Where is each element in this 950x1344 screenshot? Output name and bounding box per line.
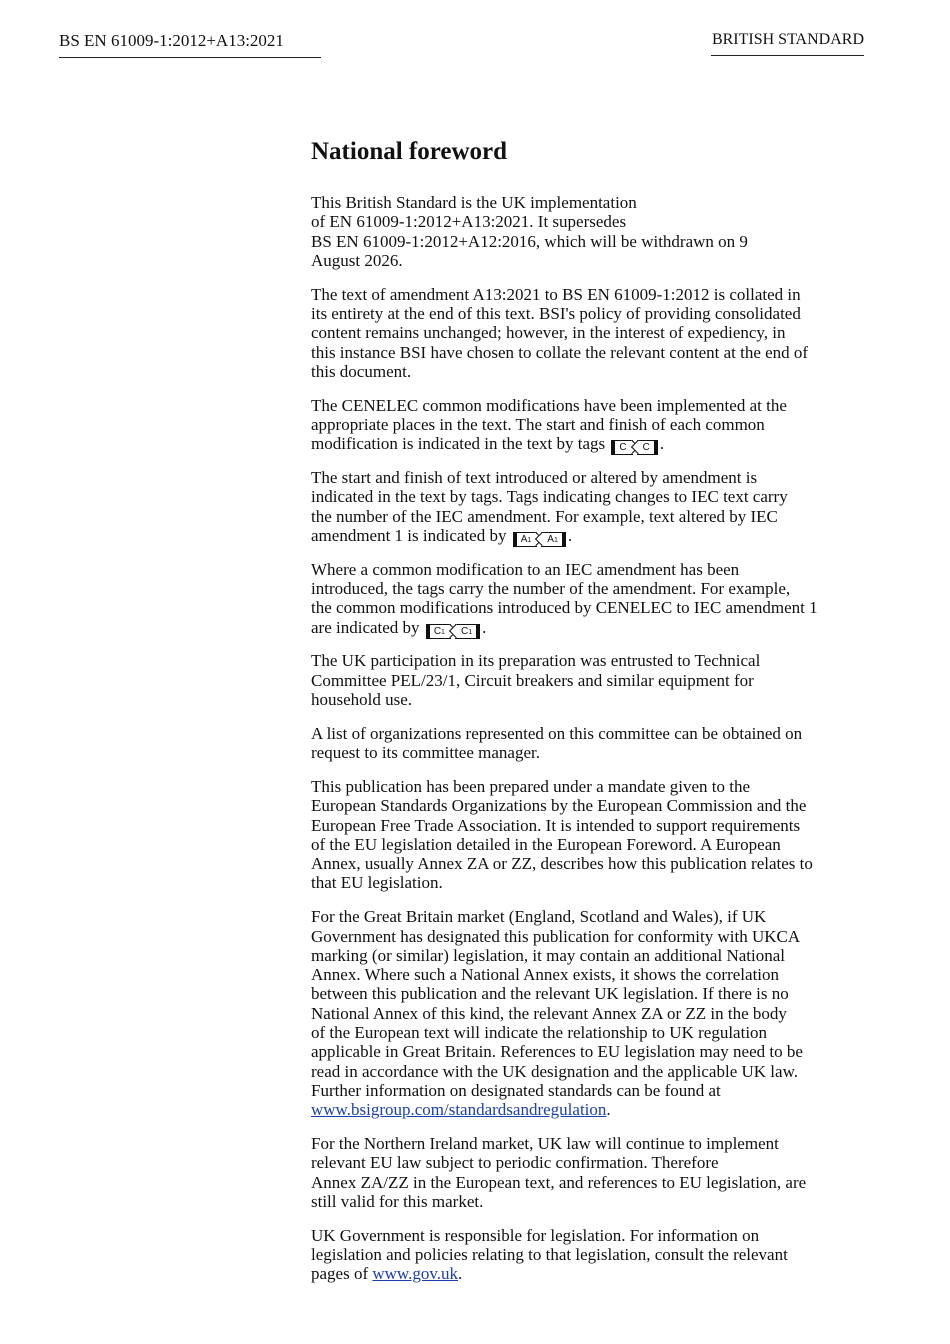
text-line: Where a common modification to an IEC amendment has been <box>311 559 740 579</box>
paragraph <box>311 1134 871 1211</box>
text-line: content remains unchanged; however, in the interest of expediency, in <box>311 323 786 343</box>
text-line: Committee PEL/23/1, Circuit breakers and similar equipment for <box>311 670 754 690</box>
text-line: applicable in Great Britain. References to EU legislation may need to be <box>311 1042 803 1062</box>
line-text: are indicated by <box>311 617 424 637</box>
page-title: National foreword <box>311 138 508 165</box>
text-line: request to its committee manager. <box>311 743 540 763</box>
text-line: This British Standard is the UK implementation <box>311 193 637 212</box>
amendment-tag-start-icon <box>611 440 632 455</box>
line-text: modification is indicated in the text by tags <box>311 434 610 454</box>
document-id: BS EN 61009-1:2012+A13:2021 <box>59 31 321 58</box>
text-line: Annex, usually Annex ZA or ZZ, describes how this publication relates to <box>311 854 813 874</box>
text-line: Further information on designated standards can be found at <box>311 1080 721 1100</box>
text-line <box>311 434 871 453</box>
text-line: the number of the IEC amendment. For example, text altered by IEC <box>311 506 778 526</box>
text-line: the common modifications introduced by CENELEC to IEC amendment 1 <box>311 598 818 618</box>
text-line: Annex ZA/ZZ in the European text, and references to EU legislation, are <box>311 1172 807 1192</box>
text-line <box>311 1100 871 1119</box>
text-line: this document. <box>311 361 412 381</box>
text-line: of the European text will indicate the relationship to UK regulation <box>311 1022 768 1042</box>
line-suffix: . <box>567 525 573 545</box>
text-line: Government has designated this publication for conformity with UKCA <box>311 926 801 946</box>
paragraph <box>311 468 871 545</box>
text-line: European Standards Organizations by the European Commission and the <box>311 796 807 816</box>
text-line: still valid for this market. <box>311 1191 484 1211</box>
tag-letter: C <box>460 625 469 637</box>
text-line: between this publication and the relevant UK legislation. If there is no <box>311 984 789 1004</box>
paragraph <box>311 285 871 381</box>
foreword-body <box>311 193 871 1298</box>
text-line: indicated in the text by tags. Tags indicating changes to IEC text carry <box>311 487 788 507</box>
tag-letter: A <box>520 533 528 545</box>
text-line: appropriate places in the text. The start and finish of each common <box>311 414 765 434</box>
document-category: BRITISH STANDARD <box>711 31 864 56</box>
hyperlink[interactable]: www.bsigroup.com/standardsandregulation <box>311 1100 607 1120</box>
tag-number: 1 <box>468 628 473 636</box>
line-text: pages of <box>311 1264 373 1284</box>
text-line: BS EN 61009-1:2012+A12:2016, which will be withdrawn on 9 <box>311 231 748 251</box>
text-line: household use. <box>311 690 413 710</box>
text-line <box>311 1264 871 1283</box>
text-line: Annex. Where such a National Annex exists, it shows the correlation <box>311 965 780 985</box>
text-line: European Free Trade Association. It is intended to support requirements <box>311 815 801 835</box>
text-line: of EN 61009-1:2012+A13:2021. It supersedes <box>311 212 627 232</box>
amendment-tag-start-icon <box>426 624 451 639</box>
paragraph <box>311 560 871 637</box>
tag-number: 1 <box>441 628 445 636</box>
text-line: The text of amendment A13:2021 to BS EN 61009-1:2012 is collated in <box>311 284 801 304</box>
text-line: The start and finish of text introduced or altered by amendment is <box>311 468 758 488</box>
text-line <box>311 526 871 545</box>
text-line: legislation and policies relating to that legislation, consult the relevant <box>311 1244 788 1264</box>
text-line: For the Northern Ireland market, UK law will continue to implement <box>311 1133 779 1153</box>
amendment-tag-end-icon <box>541 532 566 547</box>
line-suffix: . <box>482 617 487 637</box>
line-text: amendment 1 is indicated by <box>311 525 511 545</box>
amendment-tag-end-icon <box>637 440 658 455</box>
paragraph <box>311 193 871 270</box>
text-line: relevant EU law subject to periodic confirmation. Therefore <box>311 1153 719 1173</box>
text-line: This publication has been prepared under a mandate given to the <box>311 776 751 796</box>
tag-letter: C <box>642 442 650 454</box>
paragraph <box>311 724 871 763</box>
amendment-tag-end-icon <box>455 624 480 639</box>
text-line: The UK participation in its preparation was entrusted to Technical <box>311 651 761 671</box>
text-line: introduced, the tags carry the number of the amendment. For example, <box>311 579 791 599</box>
text-line: UK Government is responsible for legislation. For information on <box>311 1225 760 1245</box>
text-line: its entirety at the end of this text. BSI's policy of providing consolidated <box>311 303 801 323</box>
paragraph <box>311 651 871 709</box>
line-suffix: . <box>606 1100 611 1120</box>
text-line: National Annex of this kind, the relevant Annex ZA or ZZ in the body <box>311 1003 787 1023</box>
paragraph <box>311 396 871 454</box>
tag-number: 1 <box>553 536 558 544</box>
amendment-tag-start-icon <box>513 532 538 547</box>
tag-letter: C <box>433 625 442 637</box>
line-suffix: . <box>659 434 665 454</box>
text-line: A list of organizations represented on this committee can be obtained on <box>311 723 803 743</box>
text-line: read in accordance with the UK designation and the applicable UK law. <box>311 1061 798 1081</box>
paragraph <box>311 777 871 893</box>
text-line: August 2026. <box>311 250 403 270</box>
text-line: For the Great Britain market (England, Scotland and Wales), if UK <box>311 907 767 927</box>
hyperlink[interactable]: www.gov.uk <box>372 1264 458 1284</box>
paragraph <box>311 1226 871 1284</box>
text-line: of the EU legislation detailed in the European Foreword. A European <box>311 834 781 854</box>
line-suffix: . <box>458 1264 463 1284</box>
text-line: that EU legislation. <box>311 873 443 893</box>
paragraph <box>311 907 871 1119</box>
text-line: The CENELEC common modifications have been implemented at the <box>311 395 787 415</box>
tag-letter: A <box>547 533 554 545</box>
tag-letter: C <box>619 442 627 454</box>
text-line: marking (or similar) legislation, it may contain an additional National <box>311 945 785 965</box>
text-line: this instance BSI have chosen to collate the relevant content at the end of <box>311 342 809 362</box>
text-line <box>311 618 871 637</box>
tag-number: 1 <box>527 536 532 544</box>
